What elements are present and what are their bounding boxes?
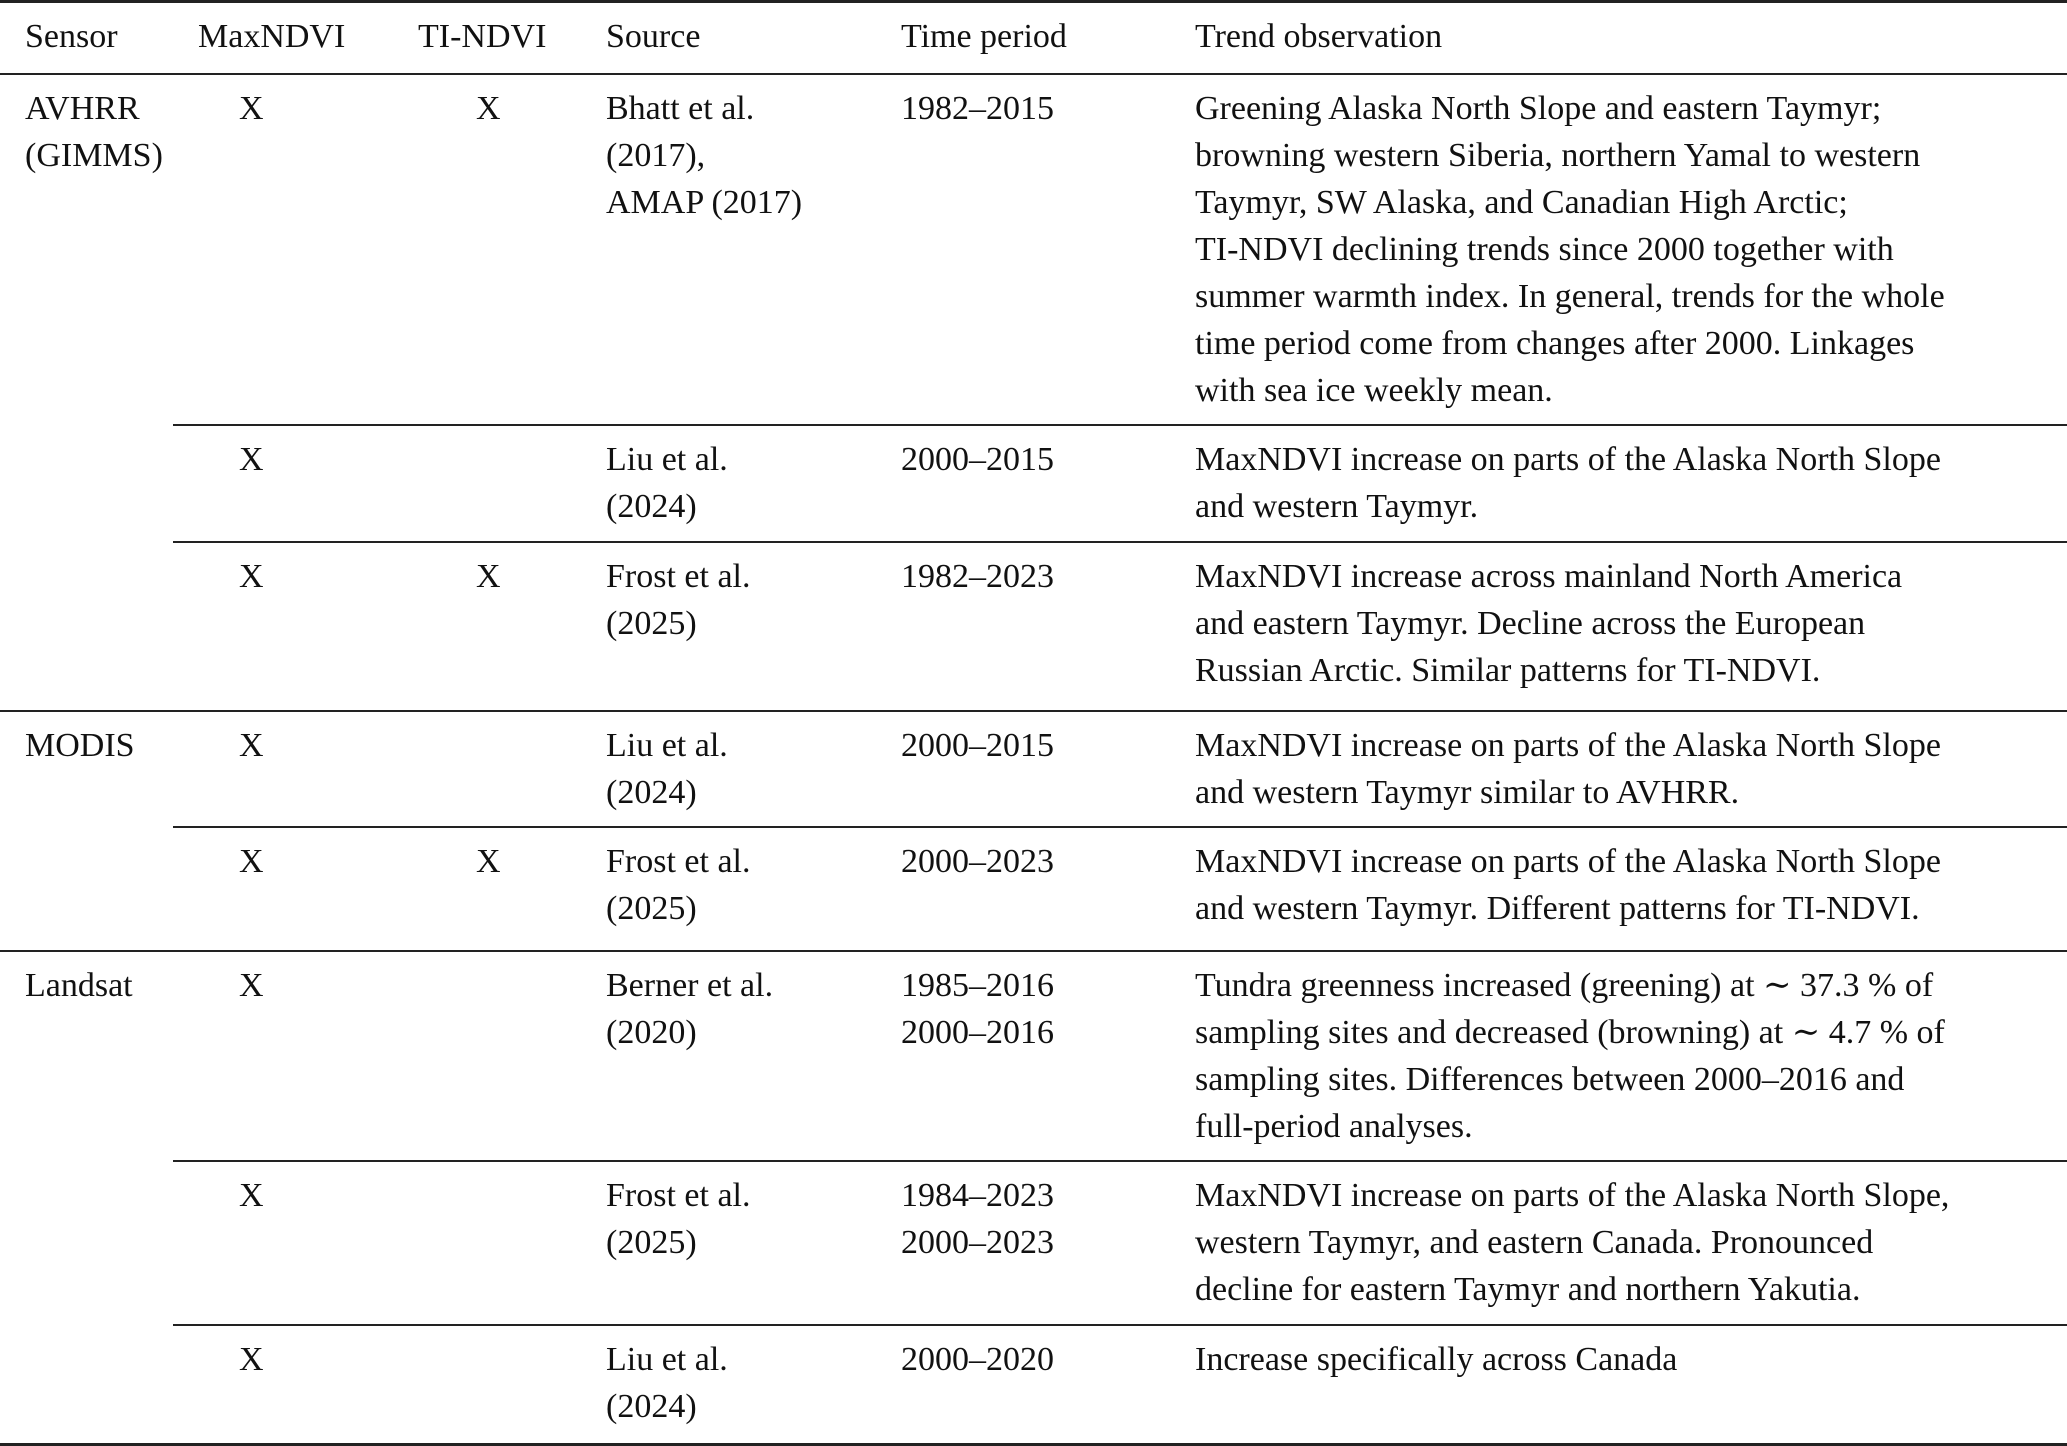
maxndvi-mark: X [239,726,264,764]
trend-cell: Greening Alaska North Slope and eastern Taymyr; browning western Siberia, northern Yamal to western Taymyr, SW Alaska, and Canadian High Arctic; TI-NDVI declining trends since 2000 together with summer warmth index. In general, trends for the whole time period come from changes after 2000. Linkages with sea ice weekly mean. [1195,89,1945,409]
trend-cell: Tundra greenness increased (greening) at ∼ 37.3 % of sampling sites and decreased (browning) at ∼ 4.7 % of sampling sites. Differences between 2000–2016 and full-period analyses. [1195,951,2067,1161]
source-cell: Frost et al. (2025) [606,827,901,951]
table-row [0,542,2067,711]
maxndvi-mark: X [239,440,264,478]
maxndvi-mark: X [239,557,264,595]
time-period-cell: 2000–2020 [901,1325,1195,1445]
source-cell: Liu et al. (2024) [606,1325,901,1445]
trend-cell: MaxNDVI increase on parts of the Alaska North Slope and western Taymyr. Different patterns for TI-NDVI. [1195,827,2067,951]
source-cell: Frost et al. (2025) [606,542,901,711]
header-source: Source [606,2,901,74]
source-cell: Frost et al. (2025) [606,1161,901,1325]
maxndvi-mark: X [239,842,264,880]
header-row [0,2,2067,74]
source-cell: Berner et al. (2020) [606,951,901,1161]
header-sensor: Sensor [0,2,173,74]
time-period-cell: 1984–2023 2000–2023 [901,1161,1195,1325]
header-maxndvi: MaxNDVI [173,2,406,74]
trend-cell: MaxNDVI increase on parts of the Alaska North Slope and western Taymyr similar to AVHRR. [1195,711,2067,827]
header-tindvi: TI-NDVI [406,2,606,74]
source-cell: Liu et al. (2024) [606,425,901,542]
trend-cell: MaxNDVI increase across mainland North America and eastern Taymyr. Decline across the European Russian Arctic. Similar patterns for TI-NDVI. [1195,542,2067,711]
table-row [0,425,2067,542]
sensor-cell [0,1325,173,1445]
sensor-cell [0,425,173,542]
maxndvi-mark: X [239,966,264,1004]
sensor-cell [0,542,173,711]
maxndvi-mark: X [239,1340,264,1378]
sensor-cell [0,1161,173,1325]
trend-cell: MaxNDVI increase on parts of the Alaska North Slope, western Taymyr, and eastern Canada. Pronounced decline for eastern Taymyr and northern Yakutia. [1195,1161,2067,1325]
table-row [0,827,2067,951]
source-cell: Bhatt et al. (2017), AMAP (2017) [606,89,803,221]
sensor-cell: AVHRR (GIMMS) [25,89,163,174]
table-row [0,951,2067,1161]
table-row [0,1325,2067,1445]
source-cell: Liu et al. (2024) [606,711,901,827]
tindvi-mark: X [476,842,501,880]
trend-cell: MaxNDVI increase on parts of the Alaska North Slope and western Taymyr. [1195,425,2067,542]
tindvi-mark: X [476,89,501,127]
time-period-cell: 2000–2015 [901,711,1195,827]
trend-cell: Increase specifically across Canada [1195,1325,2067,1445]
time-period-cell: 1985–2016 2000–2016 [901,951,1195,1161]
maxndvi-mark: X [239,89,264,127]
table-row [0,1161,2067,1325]
header-time-period: Time period [901,2,1195,74]
sensor-cell [0,827,173,951]
table-row [0,711,2067,827]
time-period-cell: 1982–2023 [901,542,1195,711]
sensor-cell: Landsat [0,951,173,1161]
header-trend: Trend observation [1195,2,2067,74]
time-period-cell: 1982–2015 [901,89,1054,127]
maxndvi-mark: X [239,1176,264,1214]
table-row [0,74,2067,425]
tindvi-mark: X [476,557,501,595]
sensor-cell: MODIS [0,711,173,827]
time-period-cell: 2000–2015 [901,425,1195,542]
time-period-cell: 2000–2023 [901,827,1195,951]
